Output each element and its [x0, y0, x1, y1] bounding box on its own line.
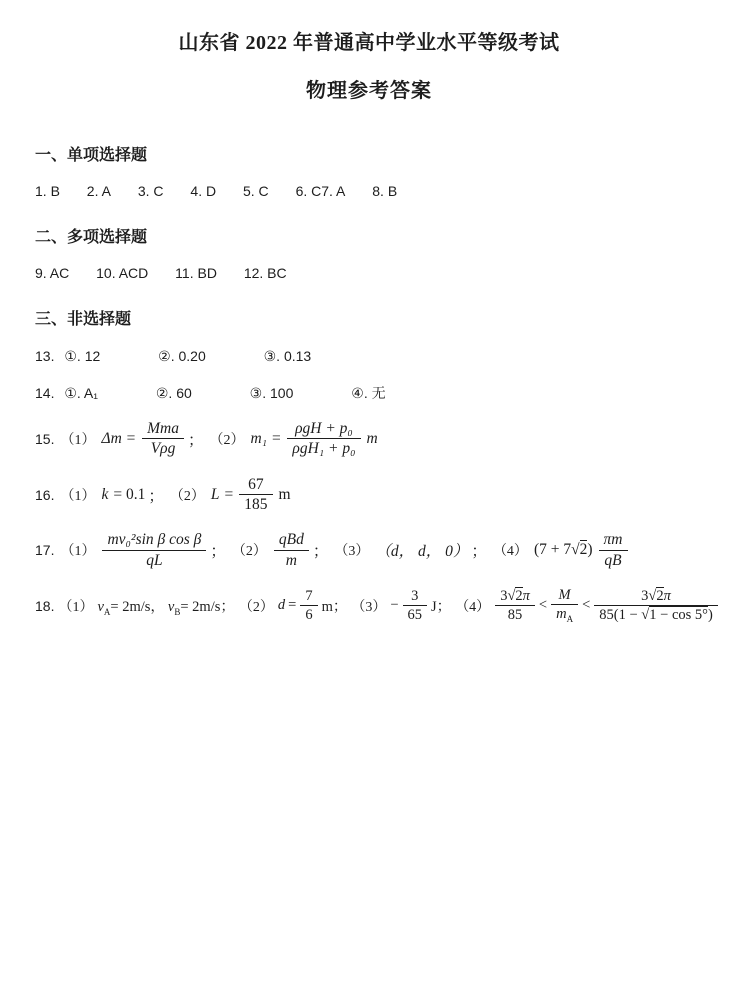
answer-item: 9. AC	[35, 265, 70, 282]
math-variable: m	[556, 606, 567, 623]
fraction	[403, 587, 428, 624]
math-expression	[534, 541, 593, 559]
fraction-denominator: qB	[599, 550, 628, 570]
question-number: 14.	[35, 384, 55, 401]
math-text: )	[707, 607, 713, 624]
math-unit: m；	[321, 599, 348, 616]
subscript: B	[174, 606, 181, 617]
math-variable: v	[97, 598, 104, 615]
section-heading-multi-choice: 二、多项选择题	[35, 229, 148, 247]
answer-item: 1. B	[35, 183, 60, 199]
fraction-numerator: qBd	[278, 531, 304, 549]
math-operator: =	[224, 485, 234, 503]
sqrt-symbol: √	[648, 588, 657, 605]
math-variable: k	[101, 485, 109, 503]
part-tag: （1）	[60, 432, 96, 448]
fraction-numerator: M	[558, 587, 571, 604]
answer-item: ②. 60	[155, 384, 192, 401]
section-heading-non-choice: 三、非选择题	[35, 311, 132, 329]
sqrt-symbol: √	[641, 607, 650, 624]
part-tag: （2）	[231, 544, 267, 560]
math-expression: = 0.1	[113, 485, 146, 503]
answer-item: 11. BD	[175, 265, 217, 282]
answer-item: ②. 0.20	[158, 348, 206, 365]
math-operator: =	[288, 597, 297, 614]
math-lhs: m₁ =	[250, 429, 282, 447]
sqrt-expression	[648, 587, 663, 604]
fraction-denominator: Vρg	[142, 438, 184, 458]
sqrt-argument: 2	[515, 588, 523, 605]
math-text: (7 + 7	[533, 541, 572, 559]
sqrt-argument: 2	[579, 541, 588, 559]
subscript: A	[566, 614, 574, 625]
fraction	[551, 586, 578, 625]
answer-item: 5. C	[242, 183, 269, 199]
part-tag: （2）	[209, 432, 245, 448]
fraction-numerator: 3	[411, 588, 419, 605]
less-than-sign: <	[582, 597, 591, 614]
section-heading-single-choice: 一、单项选择题	[35, 147, 148, 164]
fraction-denominator: 6	[300, 605, 317, 624]
question-number: 15.	[35, 430, 55, 447]
question-18-answer	[35, 586, 713, 625]
sqrt-symbol: √	[571, 541, 580, 559]
fraction-denominator: 185	[239, 494, 272, 514]
part-tag: （3）	[351, 599, 387, 615]
answer-item: ①. 12	[64, 348, 101, 365]
math-number: 3	[641, 588, 649, 605]
page-subtitle: 物理参考答案	[306, 80, 432, 102]
separator: ；	[312, 543, 329, 561]
fraction	[274, 530, 309, 570]
fraction-numerator: πm	[603, 531, 623, 549]
fraction	[300, 587, 317, 624]
sqrt-symbol: √	[507, 588, 516, 605]
separator: ；	[471, 543, 487, 561]
part-tag: （2）	[169, 488, 205, 504]
part-tag: （1）	[60, 544, 96, 560]
question-number: 13.	[35, 348, 55, 365]
answer-item: 8. B	[372, 183, 398, 199]
answer-item: ③. 100	[249, 384, 294, 401]
math-variable: π	[663, 588, 671, 605]
fraction	[594, 587, 718, 624]
part-tag: （2）	[238, 599, 274, 615]
sqrt-expression	[571, 540, 587, 558]
math-value: = 2m/s，	[110, 598, 165, 615]
math-variable: d	[277, 597, 286, 614]
fraction-denominator: 65	[403, 605, 428, 624]
math-number: 3	[500, 588, 508, 605]
answer-item: 4. D	[190, 183, 217, 199]
fraction-numerator: 7	[305, 588, 313, 605]
coordinate-triplet: （d， d， 0）	[375, 543, 469, 561]
math-variable: L	[210, 485, 220, 503]
question-13-answer	[35, 346, 703, 366]
fraction-numerator: ρgH + p₀	[295, 419, 353, 437]
fraction-denominator	[594, 605, 718, 624]
fraction	[599, 530, 628, 570]
sqrt-argument: 1 − cos 5°	[649, 607, 708, 624]
less-than-sign: <	[538, 597, 548, 614]
fraction	[287, 419, 360, 459]
math-tail: m	[366, 429, 378, 447]
answer-item: 3. C	[137, 183, 164, 199]
math-variable: π	[522, 588, 530, 605]
subscript: A	[103, 606, 111, 617]
math-expression	[97, 595, 164, 617]
sqrt-expression	[507, 587, 522, 604]
answer-item: 12. BC	[243, 265, 287, 282]
question-15-answer	[35, 419, 703, 459]
minus-sign: −	[390, 597, 399, 614]
fraction-numerator: mv₀²sin β cos β	[107, 531, 202, 549]
sqrt-argument: 2	[656, 588, 664, 605]
fraction-numerator	[495, 587, 535, 605]
math-text: 85(1 −	[599, 607, 642, 624]
question-number: 17.	[35, 542, 55, 559]
fraction-numerator: Mma	[147, 419, 179, 437]
fraction-denominator: m	[274, 550, 309, 570]
math-unit: m	[278, 485, 291, 503]
fraction-denominator: qL	[102, 550, 206, 570]
part-tag: （1）	[60, 488, 96, 504]
fraction-numerator: 67	[248, 475, 264, 493]
question-17-answer	[35, 530, 703, 570]
separator: ；	[210, 543, 226, 561]
separator: ；	[148, 487, 164, 505]
fraction	[102, 530, 206, 570]
question-number: 16.	[35, 486, 55, 503]
multi-choice-answers-row	[35, 264, 703, 282]
math-variable: v	[167, 598, 175, 615]
separator: ；	[187, 431, 204, 449]
part-tag: （3）	[334, 544, 370, 560]
part-tag: （4）	[455, 599, 491, 615]
math-text: )	[587, 541, 593, 559]
math-lhs: Δm =	[101, 429, 137, 447]
part-tag: （1）	[58, 599, 94, 615]
answer-item: ③. 0.13	[263, 348, 312, 365]
fraction-denominator	[551, 604, 578, 625]
answer-item: 6. C7. A	[295, 183, 346, 199]
fraction	[142, 419, 184, 459]
fraction-numerator	[594, 587, 718, 605]
fraction	[239, 475, 272, 515]
math-expression	[168, 595, 235, 617]
question-16-answer	[35, 475, 703, 515]
math-value: = 2m/s；	[180, 598, 235, 615]
answer-item: ①. A₁	[64, 384, 98, 401]
page-title: 山东省 2022 年普通高中学业水平等级考试	[178, 32, 560, 54]
fraction	[495, 587, 535, 624]
answer-item: 2. A	[86, 183, 111, 199]
math-unit: J；	[431, 599, 452, 616]
fraction-denominator: ρgH₁ + p₀	[287, 438, 360, 458]
sqrt-expression	[641, 606, 708, 623]
single-choice-answers-row	[35, 182, 703, 200]
fraction-denominator: 85	[495, 605, 535, 624]
answer-item: ④. 无	[351, 384, 386, 401]
question-number: 18.	[35, 597, 55, 614]
answer-item: 10. ACD	[96, 265, 149, 282]
question-14-answer	[35, 383, 703, 403]
part-tag: （4）	[492, 544, 528, 560]
